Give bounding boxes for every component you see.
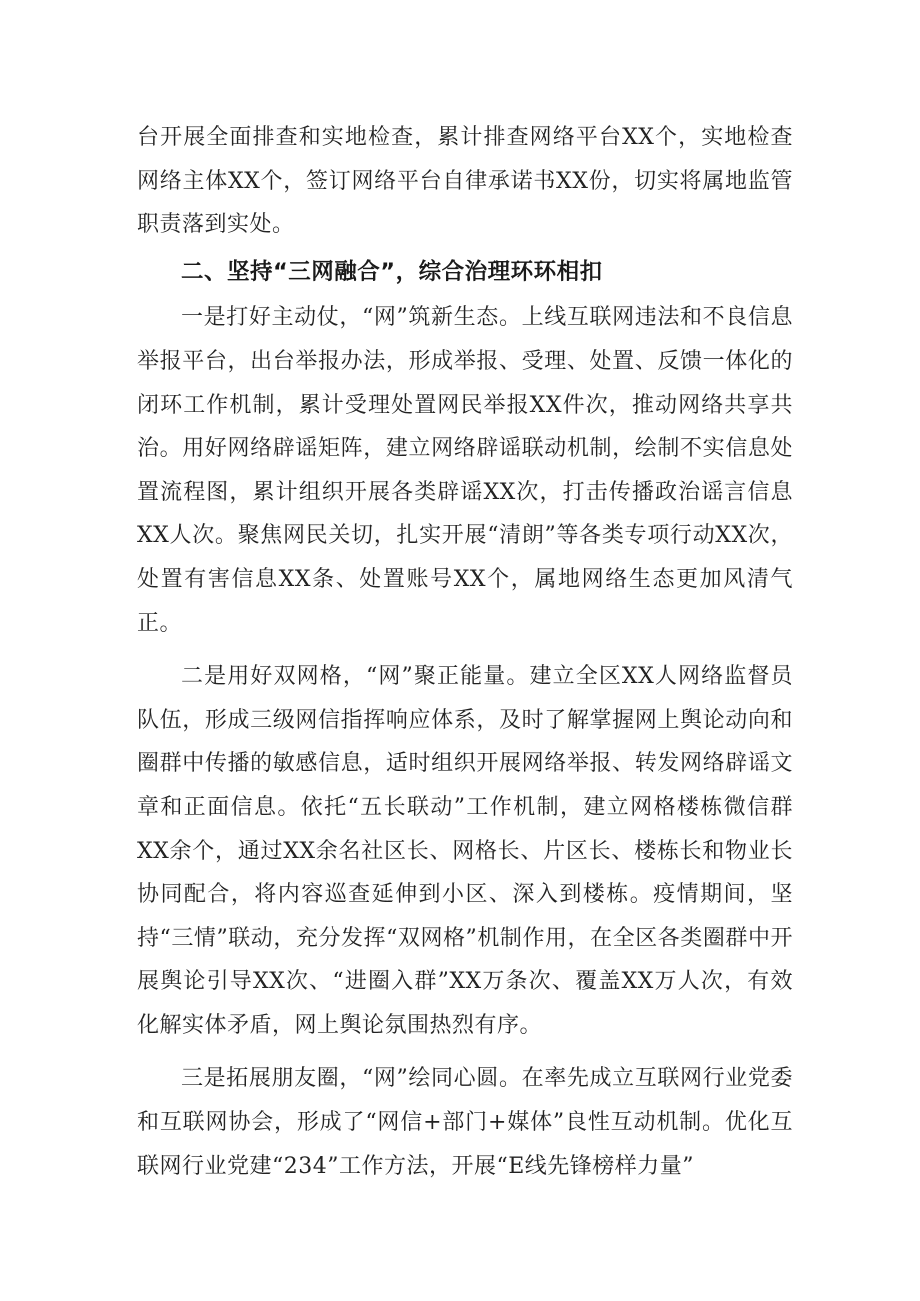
document-body [137, 116, 793, 1188]
paragraph-point-two: 二是用好双网格，“网”聚正能量。建立全区XX人网络监督员队伍，形成三级网信指挥响应体系，及时了解掌握网上舆论动向和圈群中传播的敏感信息，适时组织开展网络举报、转发网络辟谣文章和正面信息。依托“五长联动”工作机制，建立网格楼栋微信群XX余个，通过XX余名社区长、网格长、片区长、楼栋长和物业长协同配合，将内容巡查延伸到小区、深入到楼栋。疫情期间，坚持“三情”联动，充分发挥“双网格”机制作用，在全区各类圈群中开展舆论引导XX次、“进圈入群”XX万条次、覆盖XX万人次，有效化解实体矛盾，网上舆论氛围热烈有序。 [137, 664, 793, 1038]
paragraph-continuation: 台开展全面排查和实地检查，累计排查网络平台XX个，实地检查网络主体XX个，签订网络平台自律承诺书XX份，切实将属地监管职责落到实处。 [137, 125, 793, 238]
paragraph-point-one: 一是打好主动仗，“网”筑新生态。上线互联网违法和不良信息举报平台，出台举报办法，形成举报、受理、处置、反馈一体化的闭环工作机制，累计受理处置网民举报XX件次，推动网络共享共治。用好网络辟谣矩阵，建立网络辟谣联动机制，绘制不实信息处置流程图，累计组织开展各类辟谣XX次，打击传播政治谣言信息XX人次。聚焦网民关切，扎实开展“清朗”等各类专项行动XX次，处置有害信息XX条、处置账号XX个，属地网络生态更加风清气正。 [137, 305, 793, 636]
paragraph-point-three: 三是拓展朋友圈，“网”绘同心圆。在率先成立互联网行业党委和互联网协会，形成了“网信+部门+媒体”良性互动机制。优化互联网行业党建“234”工作方法，开展“E线先锋榜样力量” [137, 1066, 793, 1179]
section-heading: 二、坚持“三网融合”，综合治理环环相扣 [181, 258, 603, 285]
